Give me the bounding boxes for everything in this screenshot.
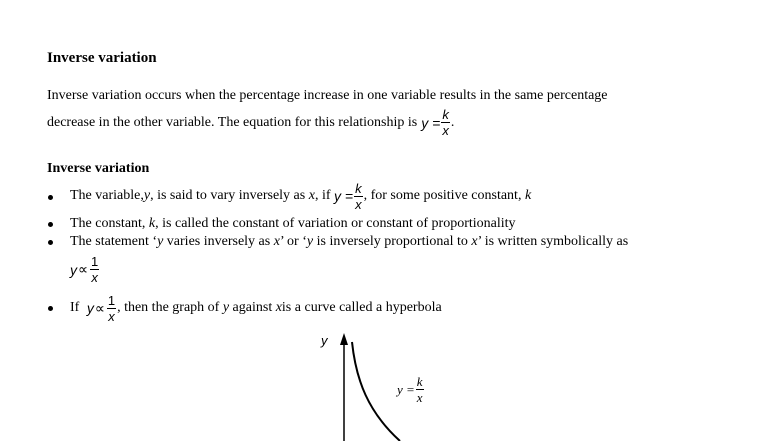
b3-frac-num: 1 — [91, 254, 99, 269]
b3-frac-den: x — [91, 270, 98, 285]
b2-k: k — [148, 216, 156, 231]
b3-prop-symbol: ∝ — [78, 261, 89, 277]
b4-mid: , then the graph of — [117, 300, 223, 315]
graph-fraction — [416, 375, 424, 404]
page-title: Inverse variation — [47, 50, 157, 66]
graph-equation — [397, 375, 425, 404]
b3-mid2: ’ or ‘ — [279, 234, 307, 249]
b4-x: x — [275, 300, 282, 315]
b1-x: x — [308, 188, 315, 203]
b1-post: , for some positive constant, — [363, 188, 525, 203]
b4-prop-symbol: ∝ — [94, 299, 105, 316]
b4-mid2: against — [229, 300, 276, 315]
intro-line-2-text: decrease in the other variable. The equation for this relationship is — [47, 114, 418, 130]
graph-frac-num: k — [416, 374, 423, 389]
graph-frac-den: x — [416, 390, 423, 405]
b1-frac-den: x — [355, 196, 362, 212]
b3-sym-y: y — [70, 261, 77, 278]
b3-x2: x — [471, 234, 478, 249]
b3-post: ’ is written symbolically as — [477, 234, 629, 249]
intro-end: . — [450, 114, 455, 130]
b3-pre: The statement ‘ — [70, 234, 158, 249]
b1-pre: The variable, — [70, 188, 144, 203]
b1-frac-num: k — [355, 180, 362, 196]
b2-pre: The constant, — [70, 216, 149, 231]
b3-x1: x — [273, 234, 280, 249]
intro-eq-lhs: y = — [421, 114, 441, 131]
b4-frac-den: x — [108, 308, 115, 324]
hyperbola-curve — [352, 342, 400, 441]
b4-sym-y: y — [86, 300, 94, 316]
intro-frac-num: k — [442, 107, 449, 122]
b2-post: , is called the constant of variation or constant of proportionality — [155, 216, 516, 231]
b4-pre: If — [70, 300, 83, 315]
intro-line-1: Inverse variation occurs when the percentage increase in one variable results in the same percentage — [47, 88, 608, 103]
graph-eq-lhs: y = — [397, 381, 415, 397]
b1-mid: , is said to vary inversely as — [150, 188, 309, 203]
b4-frac-num: 1 — [107, 292, 116, 308]
b1-y: y — [143, 188, 151, 203]
b4-y: y — [222, 300, 230, 315]
intro-frac-den: x — [442, 123, 449, 138]
b1-eq-lhs: y = — [334, 188, 354, 204]
b3-y2: y — [306, 234, 314, 249]
b3-mid3: is inversely proportional to — [313, 234, 472, 249]
b1-mid2: , if — [314, 188, 334, 203]
b3-mid1: varies inversely as — [163, 234, 274, 249]
b1-k: k — [524, 188, 532, 203]
b4-post: is a curve called a hyperbola — [281, 300, 442, 315]
b3-y1: y — [157, 234, 164, 249]
y-axis-arrowhead — [340, 333, 348, 345]
graph-y-label: y — [321, 333, 328, 348]
section-subtitle: Inverse variation — [47, 161, 150, 176]
